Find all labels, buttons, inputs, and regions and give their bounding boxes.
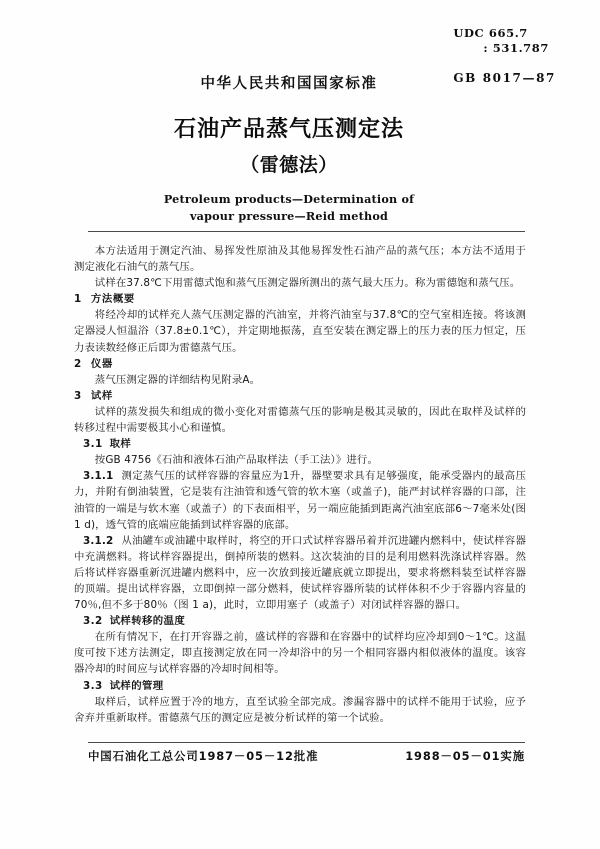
section-1-title: 方法概要 xyxy=(90,293,135,306)
standard-number: GB 8017—87 xyxy=(453,71,556,85)
section-3-2-title: 试样转移的温度 xyxy=(109,615,186,628)
section-3-3-number: 3.3 xyxy=(83,679,103,692)
implementation-statement: 1988－05－01实施 xyxy=(405,749,525,763)
section-3-1-2-paragraph xyxy=(74,533,526,613)
section-2-title: 仪器 xyxy=(90,357,113,370)
section-3-3-paragraph: 取样后，试样应置于冷的地方，直至试验全部完成。渗漏容器中的试样不能用于试验，应予舍弃并重新取样。雷德蒸气压的测定应是被分析试样的第一个试验。 xyxy=(74,695,526,724)
section-2-paragraph: 蒸气压测定器的详细结构见附录A。 xyxy=(94,373,261,386)
section-3-paragraph: 试样的蒸发损失和组成的微小变化对雷德蒸气压的影响是极其灵敏的，因此在取样及试样的转移过程中需要极其小心和谨慎。 xyxy=(74,405,526,435)
section-2-heading xyxy=(74,356,526,372)
section-1-paragraph: 将经冷却的试样充人蒸气压测定器的汽油室，并将汽油室与37.8℃的空气室相连接。将该测定器浸人恒温浴（37.8±0.1℃），并定期地振荡，直至安装在测定器上的压力表的压力恒定，压力表读数经修正后即为雷德蒸气压。 xyxy=(74,309,526,354)
section-3-1-1-paragraph xyxy=(74,468,526,532)
section-3-1-number: 3.1 xyxy=(83,438,103,451)
section-3-1-1-number: 3.1.1 xyxy=(83,470,114,483)
section-3-2-paragraph: 在所有情况下，在打开容器之前，盛试样的容器和在容器中的试样均应冷却到0～1℃。这温度可按下述方法测定，即直接测定放在同一冷却浴中的另一个相同容器内相似液体的温度。该容器冷却的时间应与试样容器的冷却时间相等。 xyxy=(74,631,526,676)
section-3-title: 试样 xyxy=(90,389,113,402)
section-3-2-heading xyxy=(74,613,526,629)
page-footer xyxy=(88,748,525,764)
section-3-1-heading xyxy=(74,436,526,452)
page-title-english xyxy=(0,191,600,226)
section-3-1-2-text: 从油罐车或油罐中取样时，将空的开口式试样容器吊着并沉进罐内燃料中，使试样容器中充满燃料。将试样容器提出，倒掉所装的燃料。这次装油的目的是利用燃料洗涤试样容器。然后将试样容器重新沉进罐内燃料中，应一次放到接近罐底就立即提出，要求将燃料装至试样容器的顶端。提出试样容器，立即倒掉一部分燃料，使试样容器所装的试样体积不少于容器内容量的70％,但不多于80％（图 1 a)，此时，立即用塞子（或盖子）对闭试样容器的器口。 xyxy=(74,534,526,612)
scope-paragraph-2: 试样在37.8℃下用雷德式饱和蒸气压测定器所测出的蒸气最大压力。称为雷德饱和蒸气压。 xyxy=(94,277,521,290)
section-1-heading xyxy=(74,291,526,307)
section-1-number: 1 xyxy=(74,293,82,306)
section-3-number: 3 xyxy=(74,389,82,402)
section-3-3-heading xyxy=(74,678,526,694)
page-title-english-line-1: Petroleum products—Determination of xyxy=(163,192,415,206)
masthead xyxy=(0,72,600,226)
section-3-1-1-text: 测定蒸气压的试样容器的容量应为1升，器壁要求具有足够强度，能承受器内的最高压力，并附有倒油装置，它是装有注油管和透气管的软木塞（或盖子)，能严封试样容器的口部，注油管的一端是与软木塞（或盖子）的下表面相平，另一端应能插到距离汽油室底部6～7毫米处(图 1 d)，透气管的底端应能插到试样容器的底部。 xyxy=(74,470,526,531)
national-standard-label: 中华人民共和国国家标准 xyxy=(200,76,378,92)
page-subtitle: （雷德法） xyxy=(240,154,338,176)
udc-classification-line-2: : 531.787 xyxy=(483,41,549,55)
page-title-english-line-2: vapour pressure—Reid method xyxy=(189,209,389,224)
section-2-number: 2 xyxy=(74,357,82,370)
header-divider xyxy=(88,231,525,232)
footer-divider xyxy=(88,742,525,743)
approval-statement: 中国石油化工总公司1987－05－12批准 xyxy=(88,749,319,763)
section-3-1-title: 取样 xyxy=(109,438,132,451)
scope-paragraph-1: 本方法适用于测定汽油、易挥发性原油及其他易挥发性石油产品的蒸气压；本方法不适用于测定液化石油气的蒸气压。 xyxy=(74,245,526,274)
section-3-1-2-number: 3.1.2 xyxy=(83,534,114,547)
page-title: 石油产品蒸气压测定法 xyxy=(173,117,404,142)
udc-classification-line-1: UDC 665.7 xyxy=(453,26,528,40)
section-3-3-title: 试样的管理 xyxy=(109,679,164,692)
section-3-1-paragraph: 按GB 4756《石油和液体石油产品取样法（手工法）》进行。 xyxy=(94,454,379,467)
section-3-2-number: 3.2 xyxy=(83,615,103,628)
section-3-heading xyxy=(74,388,526,404)
document-body xyxy=(74,243,526,726)
